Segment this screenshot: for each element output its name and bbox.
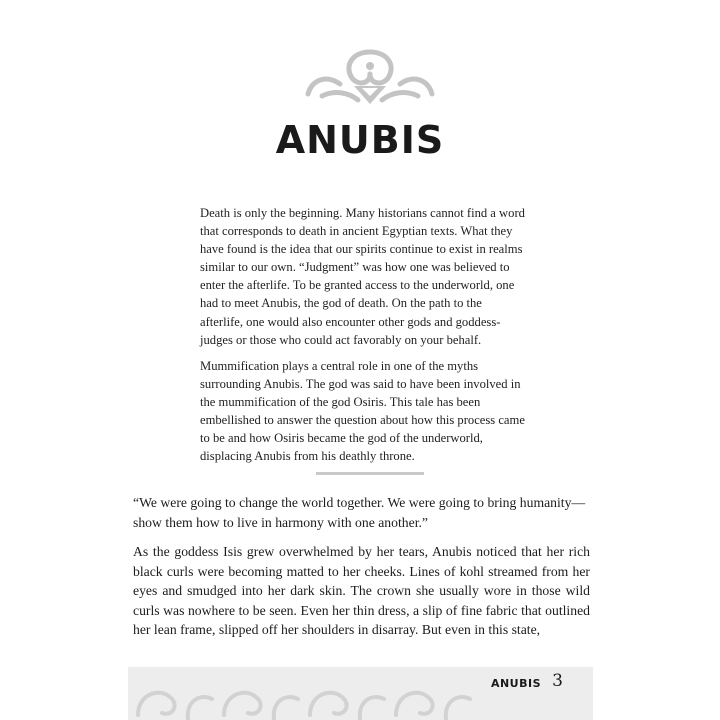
page-footer — [128, 667, 593, 720]
story-text — [133, 493, 590, 650]
chapter-title: ANUBIS — [275, 118, 445, 162]
story-paragraph: As the goddess Isis grew overwhelmed by her tears, Anubis noticed that her rich black curls were becoming matted to her cheeks. Lines of kohl streamed from her eyes and smudged into her dark skin. The crown she usually wore in those wild curls was nowhere to be seen. Even her thin dress, a slip of fine fabric that outlined her lean frame, slipped off her shoulders in disarray. But even in this state, — [133, 544, 590, 637]
page-number: 3 — [552, 671, 563, 691]
intro-paragraph: Mummification plays a central role in one of the myths surrounding Anubis. The god was said to have been involved in the mummification of the god Osiris. This tale has been embellished to answer the question about how this process came to be and how Osiris became the god of the underworld, displacing Anubis from his deathly throne. — [200, 358, 525, 464]
decorative-ornament-icon — [300, 44, 440, 108]
running-title: ANUBIS — [490, 677, 541, 690]
story-paragraph: “We were going to change the world together. We were going to bring humanity—show them how to live in harmony with one another.” — [133, 495, 586, 530]
chapter-introduction — [200, 204, 525, 473]
footer-scroll-pattern-icon — [128, 667, 593, 720]
section-divider — [316, 472, 424, 475]
intro-paragraph: Death is only the beginning. Many historians cannot find a word that corresponds to death in ancient Egyptian texts. What they have found is the idea that our spirits continue to exist in realms similar to our own. “Judgment” was how one was believed to enter the afterlife. To be granted access to the underworld, one had to meet Anubis, the god of death. On the path to the afterlife, one would also encounter other gods and goddess-judges or those who could act favorably on your behalf. — [200, 206, 525, 347]
